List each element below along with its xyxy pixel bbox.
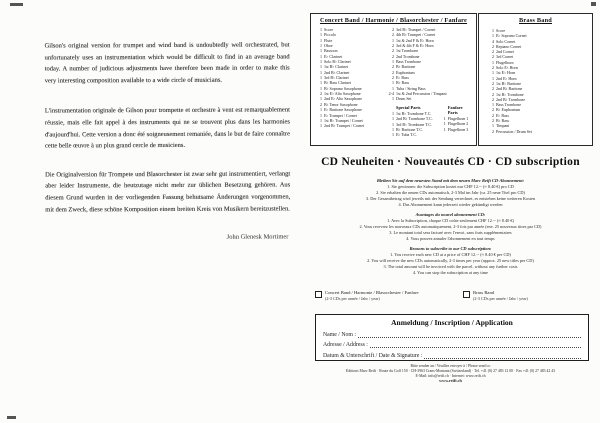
brass-band-instrumentation-box xyxy=(478,13,593,146)
part-quantity: 1 xyxy=(492,33,494,39)
part-quantity: 2 xyxy=(492,96,494,102)
part-quantity: 1 xyxy=(320,75,322,81)
option-label: Brass Band xyxy=(473,290,495,295)
publisher-footer xyxy=(306,364,595,384)
part-row xyxy=(387,96,474,101)
part-quantity: 2 xyxy=(492,65,494,71)
option-label: Concert Band / Harmonie / Blasorchester / Fanfare xyxy=(325,290,419,295)
part-quantity: 2 xyxy=(392,64,394,70)
part-name: Piccolo xyxy=(324,32,336,38)
part-name: E♭ Bass xyxy=(396,75,409,81)
part-quantity: 1 xyxy=(320,123,322,129)
part-quantity: 1 xyxy=(492,59,494,65)
part-quantity: 2 xyxy=(392,43,394,49)
part-name: 1st E♭ Alto Saxophone xyxy=(324,91,361,97)
part-quantity: 2 xyxy=(492,128,494,134)
cd-block-line: 4. Vous pouvez annuler l'abonnement en tout temps xyxy=(406,236,495,241)
address-input-line[interactable] xyxy=(370,342,581,348)
part-name: Flute xyxy=(324,37,333,43)
part-name: Bass Trombone xyxy=(496,102,522,108)
part-quantity: 2 xyxy=(392,48,394,54)
part-name: Flugelhorn 1 xyxy=(447,115,469,121)
part-name: Percussion / Drum Set xyxy=(496,128,532,134)
part-name: 1st B♭ Trumpet / Cornet xyxy=(324,117,363,123)
part-quantity: 1 xyxy=(492,123,494,129)
part-name: E♭ Bass xyxy=(496,112,509,118)
fanfare-parts-column xyxy=(439,105,469,138)
part-name: 1st B♭ Baritone xyxy=(496,80,521,86)
part-name: 3rd B♭ Trumpet / Cornet xyxy=(396,27,436,32)
part-name: B♭ Bass xyxy=(396,80,410,86)
special-parts-column xyxy=(387,105,433,138)
footer-address-line: Editions Marc Reift · Route du Golf 150 · CH-3963 Crans-Montana (Switzerland) · Tel. +41 (0) 27 483 12 00 · Fax +41 (0) 27 483 42 43 xyxy=(345,368,556,373)
part-name: B♭ Soprano Saxophone xyxy=(324,85,362,91)
part-name: Score xyxy=(496,28,506,33)
part-name: Score xyxy=(324,27,334,32)
part-name: 1st & 2nd Percussion / Timpani xyxy=(396,91,447,97)
part-name: 2nd B♭ Trumpet / Cornet xyxy=(324,123,365,129)
cd-subscription-text xyxy=(306,178,595,280)
cd-block-lines xyxy=(306,218,595,242)
part-quantity: 1 xyxy=(443,115,446,121)
part-quantity: 1 xyxy=(320,59,322,65)
paragraph-german: Die Originalversion für Trompete und Blasorchester ist zwar sehr gut instrumentiert, verlangt aber leider Instrumente, die heutzutage nicht mehr zur üblichen Besetzung gehören. Aus diesem Grund wurden in der vorliegenden Fassung behutsame Änderungen vorgenommen, mit dem Zweck, diese schöne Komposition einem breiten Kreis von Musikern bereitzustellen. xyxy=(45,170,291,214)
cd-block-line: 3. Der Gesamtbetrag wird jeweils mit der Sendung verrechnet, es entstehen keine weiteren Kosten xyxy=(365,196,536,201)
part-quantity: 1 xyxy=(320,64,322,70)
part-quantity: 1 xyxy=(392,85,394,91)
scan-artifact xyxy=(591,2,596,6)
concert-band-parts-column-1 xyxy=(315,27,387,138)
part-name: 1st B♭ Trombone T.C. xyxy=(396,110,432,116)
part-quantity: 2 xyxy=(492,91,494,97)
part-name: 2nd Trombone xyxy=(396,53,420,59)
brass-band-box-title: Brass Band xyxy=(519,17,552,24)
part-name: 1st E♭ Horn xyxy=(496,70,516,76)
part-quantity: 2-4 xyxy=(388,91,394,97)
part-quantity: 1 xyxy=(320,43,322,49)
field-label: Datum & Unterschrift / Date & Signature : xyxy=(323,352,423,359)
part-quantity: 1 xyxy=(492,102,494,108)
part-name: 2nd E♭ Horn xyxy=(496,75,517,81)
option-brass-band[interactable] xyxy=(463,290,528,302)
special-parts-title: Special Parts xyxy=(396,104,421,110)
part-name: Bass Trombone xyxy=(396,59,422,65)
part-name: B♭ Tenor Saxophone xyxy=(324,101,358,107)
part-name: Solo B♭ Clarinet xyxy=(324,59,351,65)
arranger-signature: John Glenesk Mortimer xyxy=(226,233,289,241)
part-name: Oboe xyxy=(324,43,333,49)
part-name: 2nd B♭ Clarinet xyxy=(324,69,350,75)
part-quantity: 2 xyxy=(492,112,494,118)
publisher-website: www.reift.ch xyxy=(439,377,462,383)
cd-block-line: 3. The total amount will be invoiced with the parcel, without any further costs xyxy=(383,264,518,269)
part-quantity: 2 xyxy=(492,80,494,86)
part-quantity: 1 xyxy=(320,96,322,102)
checkbox-icon[interactable] xyxy=(463,291,470,298)
part-quantity: 1 xyxy=(392,126,394,132)
part-name: B♭ Bass xyxy=(496,118,510,124)
scan-artifact xyxy=(10,3,23,6)
part-quantity: 1 xyxy=(320,85,322,91)
brass-band-parts-list xyxy=(479,24,592,134)
concert-band-parts-list-2 xyxy=(387,27,474,102)
part-name: Tuba / String Bass xyxy=(396,85,426,91)
part-quantity: 1 xyxy=(320,69,322,75)
part-quantity: 1 xyxy=(320,53,322,59)
cd-block-line: 2. Vous recevrez les nouveaux CDs automatiquement, 2-3 fois par année (env. 25 nouveaux titres par CD) xyxy=(359,224,542,229)
part-quantity: 1 xyxy=(320,27,322,32)
part-quantity: 1 xyxy=(320,112,322,118)
part-quantity: 1 xyxy=(320,117,322,123)
scan-artifact xyxy=(7,416,16,419)
cd-block-intro: Bleiben Sie auf dem neuesten Stand mit dem neuen Marc Reift CD-Abonnement: xyxy=(376,178,525,183)
part-name: 3rd B♭ Clarinet xyxy=(324,75,349,81)
part-quantity: 1 xyxy=(443,126,446,132)
part-name: 2nd B♭ Trombone T.C. xyxy=(396,116,433,122)
footer-send-to-line: Bitte senden an / Veuillez envoyer à / Please send to: xyxy=(410,364,491,368)
application-form-box xyxy=(315,314,589,361)
part-quantity: 2 xyxy=(392,27,394,32)
signature-input-line[interactable] xyxy=(424,353,581,359)
part-quantity: 1 xyxy=(392,132,394,138)
part-quantity: 2 xyxy=(392,32,394,38)
part-name: Solo Cornet xyxy=(496,38,516,44)
part-name: Bassoon xyxy=(324,48,338,54)
concert-band-parts-column-2 xyxy=(387,27,474,138)
part-name: Repiano Cornet xyxy=(496,43,522,49)
checkbox-icon[interactable] xyxy=(315,291,322,298)
part-row xyxy=(487,129,589,134)
field-label: Adresse / Address : xyxy=(323,342,368,348)
part-quantity: 1 xyxy=(443,121,446,127)
part-quantity: 1 xyxy=(392,59,394,65)
cd-block-german xyxy=(306,178,595,208)
concert-band-instrumentation-box xyxy=(310,13,477,146)
part-name: 2nd E♭ Alto Saxophone xyxy=(324,96,362,102)
part-name: 2nd Cornet xyxy=(496,49,514,55)
part-quantity: 2 xyxy=(392,53,394,59)
part-name: B♭ Euphonium xyxy=(496,107,521,113)
paragraph-english: Gilson's original version for trumpet and wind band is undoubtedly well orchestrated, but unfortunately uses an instrumentation which would be difficult to find in an average band today. A number of judicious adjustments have therefore been made in order to make this very interesting composition available to a wide circle of musicians. xyxy=(44,41,290,85)
part-name: E♭ Trumpet / Cornet xyxy=(324,112,357,118)
part-row xyxy=(315,123,387,128)
part-quantity: 2 xyxy=(492,43,494,49)
part-name: E♭ Soprano Cornet xyxy=(496,33,527,39)
part-name: B♭ Baritone T.C. xyxy=(396,126,424,132)
part-quantity: 2 xyxy=(492,118,494,124)
fanfare-parts-list xyxy=(439,116,469,132)
field-label: Name / Nom : xyxy=(323,331,357,338)
part-name: 3rd Cornet xyxy=(496,54,514,60)
cd-block-line: 4. Das Abonnement kann jederzeit wieder gekündigt werden xyxy=(398,202,503,207)
form-field-address xyxy=(323,342,581,348)
part-quantity: 1 xyxy=(492,70,494,76)
part-quantity: 2 xyxy=(392,75,394,81)
form-field-name xyxy=(323,332,581,338)
part-quantity: 1 xyxy=(392,96,394,102)
part-quantity: 1 xyxy=(320,48,322,54)
name-input-line[interactable] xyxy=(358,332,581,338)
part-quantity: 1 xyxy=(320,80,322,86)
part-quantity: 2 xyxy=(492,107,494,113)
part-name: Drum Set xyxy=(396,96,412,102)
part-name: Flugelhorn 2 xyxy=(447,121,469,127)
part-name: 1st Trombone xyxy=(396,48,419,54)
subscription-options xyxy=(315,290,591,302)
cd-block-lines xyxy=(306,252,595,276)
part-row xyxy=(439,127,469,132)
cd-block-line: 1. Sie gewinnen: die Subscription kostet nur CHF 12.-- (≈ 8.40 €) pro CD xyxy=(387,184,514,189)
part-name: Euphonium xyxy=(396,69,415,75)
special-parts-list xyxy=(387,111,433,138)
part-quantity: 2 xyxy=(392,69,394,75)
part-quantity: 1 xyxy=(320,107,322,113)
cd-block-intro: Avantages du nouvel abonnement CD: xyxy=(415,212,486,217)
part-name: 3rd B♭ Trombone T.C. xyxy=(396,121,433,127)
cd-block-line: 4. You can stop the subscription at any time xyxy=(413,270,488,275)
part-quantity: 1 xyxy=(492,75,494,81)
part-quantity: 1 xyxy=(392,116,394,122)
part-quantity: 2 xyxy=(320,91,322,97)
application-form-title: Anmeldung / Inscription / Application xyxy=(391,318,513,327)
cd-block-line: 1. Avec la Subscription, chaque CD coûte seulement CHF 12.-- (≈ 8.40 €) xyxy=(387,218,514,223)
cd-block-line: 2. Sie erhalten die neuen CDs automatisch, 2-3 Mal im Jahr (ca. 25 neue Titel pro CD) xyxy=(376,190,525,195)
part-name: E♭ Baritone Saxophone xyxy=(324,107,362,113)
part-name: 2nd B♭ Trombone xyxy=(496,96,526,102)
part-name: Timpani xyxy=(496,123,510,129)
part-quantity: 2 xyxy=(492,54,494,60)
cd-block-line: 3. Le montant total sera facturé avec l'envoi, sans frais supplémentaires xyxy=(389,230,512,235)
part-quantity: 2 xyxy=(492,49,494,55)
cd-block-line: 1. You receive each new CD at a price of CHF 12.-- (≈ 8.40 € per CD) xyxy=(390,252,511,257)
part-name: B♭ Bass Clarinet xyxy=(324,80,351,86)
part-name: Solo E♭ Horn xyxy=(496,65,518,71)
part-name: Flugelhorn 3 xyxy=(447,126,469,132)
part-name: Flugelhorn xyxy=(496,59,514,65)
option-concert-band[interactable] xyxy=(315,290,463,302)
part-quantity: 1 xyxy=(392,121,394,127)
paragraph-french: L'instrumentation originale de Gilson pour trompette et orchestre à vent est remarquablement réussie, mais elle fait appel à des instruments qui ne se trouvent plus dans les harmonies d'aujourd'hui. Cette version a donc été soigneusement remaniée, dans le but de faire connaître cette belle œuvre à un plus grand cercle de musiciens. xyxy=(44,106,290,150)
cd-block-intro: Reasons to subscribe to our CD subscription: xyxy=(409,246,492,251)
concert-band-box-title: Concert Band / Harmonie / Blasorchester / Fanfare xyxy=(319,17,468,24)
part-name: 1st B♭ Clarinet xyxy=(324,64,349,70)
part-quantity: 4 xyxy=(492,38,494,44)
part-name: 1st B♭ Trombone xyxy=(496,91,524,97)
cd-block-english xyxy=(306,246,595,276)
part-row xyxy=(387,132,433,137)
form-field-signature xyxy=(323,353,581,359)
part-quantity: 2 xyxy=(320,101,322,107)
footer-contact-line: E-Mail: info@reift.ch · Internet: www.reift.ch xyxy=(415,373,486,378)
fanfare-parts-title: Fanfare Parts xyxy=(447,104,463,115)
cd-block-lines xyxy=(306,184,595,208)
part-name: 2nd B♭ Baritone xyxy=(496,86,523,92)
part-name: 3rd & 4th F & E♭ Horn xyxy=(396,43,434,49)
option-sub-label: (2-3 CDs per année / Jahr / year) xyxy=(473,295,528,301)
special-parts-section xyxy=(387,105,474,138)
part-quantity: 2 xyxy=(492,86,494,92)
part-name: 4th B♭ Trumpet / Cornet xyxy=(396,32,436,38)
part-name: E♭ Clarinet xyxy=(324,53,343,59)
left-page xyxy=(45,39,291,241)
part-name: B♭ Baritone xyxy=(396,64,416,70)
part-quantity: 1 xyxy=(320,37,322,43)
cd-block-line: 2. You will receive the new CDs automatically, 2-3 times per year (approx. 25 new titles per CD) xyxy=(367,258,534,263)
part-quantity: 1 xyxy=(392,37,394,43)
part-name: 1st & 2nd F & E♭ Horn xyxy=(396,37,434,43)
part-quantity: 1 xyxy=(392,110,394,116)
part-quantity: 1 xyxy=(320,32,322,38)
part-quantity: 1 xyxy=(492,28,494,33)
part-quantity: 1 xyxy=(392,80,394,86)
part-name: E♭ Tuba T.C. xyxy=(396,132,418,138)
option-sub-label: (2-3 CDs per année / Jahr / year) xyxy=(325,295,380,301)
cd-block-french xyxy=(306,212,595,242)
cd-subscription-title: CD Neuheiten · Nouveautés CD · CD subscription xyxy=(321,156,580,168)
